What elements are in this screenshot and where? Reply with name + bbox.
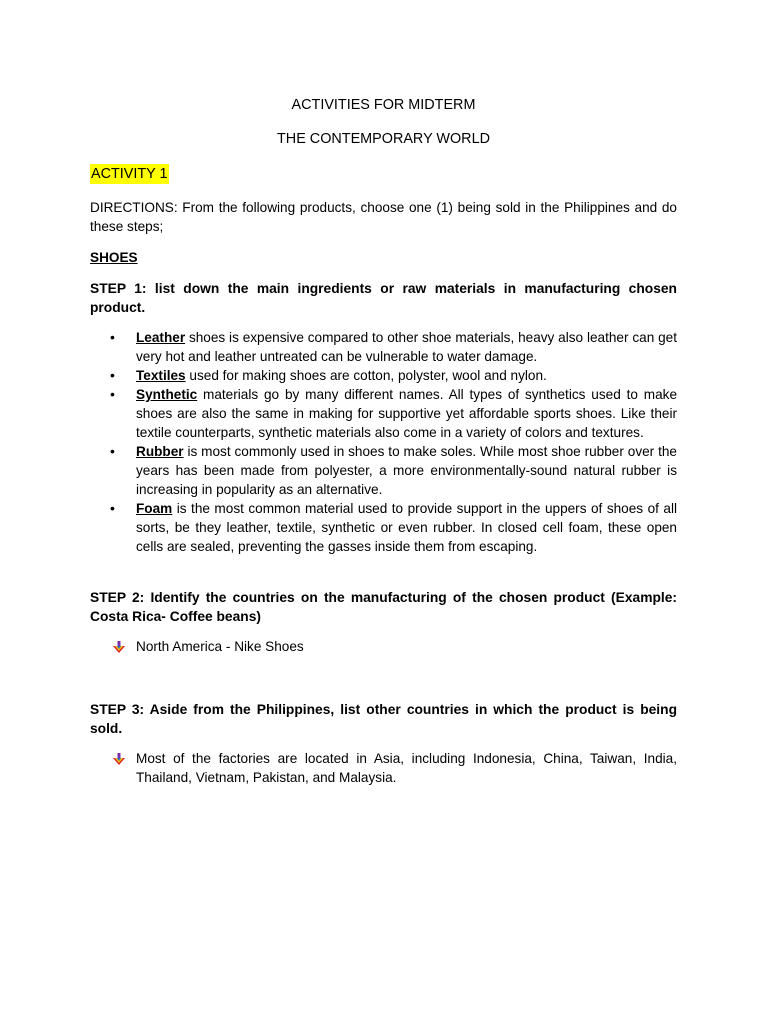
list-item <box>90 749 677 787</box>
material-term: Foam <box>136 501 173 516</box>
material-term: Rubber <box>136 444 184 459</box>
bullet-icon: • <box>110 367 115 383</box>
material-description: is the most common material used to provide support in the uppers of shoes of all sorts, be they leather, textile, synthetic or even rubber. In closed cell foam, these open cells are sealed, preventing the gasses inside them from escaping. <box>136 501 677 554</box>
spacer <box>90 656 677 700</box>
country-item-text: North America - Nike Shoes <box>136 639 304 654</box>
material-description: used for making shoes are cotton, polyster, wool and nylon. <box>185 368 547 383</box>
product-heading: SHOES <box>90 250 138 265</box>
material-term: Textiles <box>136 368 186 383</box>
bullet-icon: • <box>110 500 115 516</box>
sold-countries-list <box>90 749 677 787</box>
step1-heading: STEP 1: list down the main ingredients or raw materials in manufacturing chosen product. <box>90 281 677 315</box>
material-description: materials go by many different names. All types of synthetics used to make shoes are also the same in making for supportive yet affordable sports shoes. Like their textile counterparts, synthetic materials also come in a variety of colors and textures. <box>136 387 677 440</box>
spacer <box>90 556 677 588</box>
material-description: shoes is expensive compared to other shoe materials, heavy also leather can get very hot and leather untreated can be vulnerable to water damage. <box>136 330 677 364</box>
list-item <box>90 385 677 442</box>
list-item <box>90 328 677 366</box>
bullet-icon: • <box>110 386 115 402</box>
countries-list <box>90 637 677 656</box>
down-arrow-bullet-icon <box>113 753 125 765</box>
page-title: ACTIVITIES FOR MIDTERM <box>291 97 476 113</box>
step2-heading: STEP 2: Identify the countries on the manufacturing of the chosen product (Example: Costa Rica- Coffee beans) <box>90 590 677 624</box>
directions-text: DIRECTIONS: From the following products, choose one (1) being sold in the Philippines and do these steps; <box>90 200 677 234</box>
list-item <box>90 366 677 385</box>
material-term: Synthetic <box>136 387 198 402</box>
materials-list <box>90 328 677 556</box>
down-arrow-bullet-icon <box>113 641 125 653</box>
sold-countries-text: Most of the factories are located in Asia, including Indonesia, China, Taiwan, India, Thailand, Vietnam, Pakistan, and Malaysia. <box>136 751 677 785</box>
material-description: is most commonly used in shoes to make soles. While most shoe rubber over the years has been made from polyester, a more environmentally-sound natural rubber is increasing in popularity as an alternative. <box>136 444 677 497</box>
bullet-icon: • <box>110 329 115 345</box>
bullet-icon: • <box>110 443 115 459</box>
document-body <box>90 95 677 787</box>
activity-label: ACTIVITY 1 <box>91 166 168 182</box>
list-item <box>90 442 677 499</box>
list-item <box>90 499 677 556</box>
material-term: Leather <box>136 330 186 345</box>
list-item <box>90 637 677 656</box>
page-subtitle: THE CONTEMPORARY WORLD <box>277 131 490 147</box>
step3-heading: STEP 3: Aside from the Philippines, list other countries in which the product is being sold. <box>90 702 677 736</box>
